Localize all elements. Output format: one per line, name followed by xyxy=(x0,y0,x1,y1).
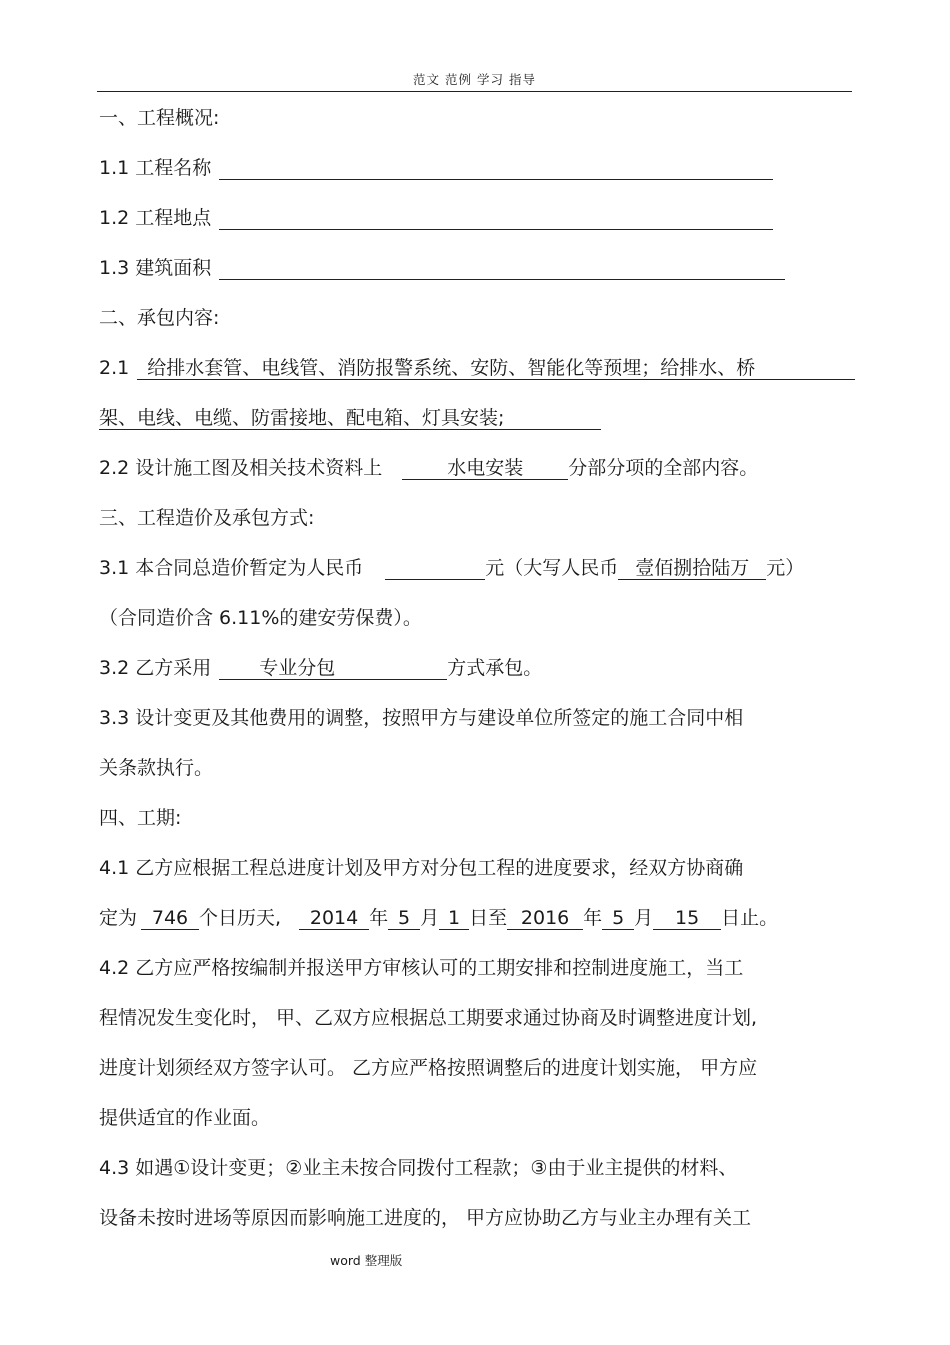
section-title-overview: 一、工程概况: xyxy=(99,107,220,129)
price-item-3-1-note: （合同造价含 6.11%的建安劳保费）。 xyxy=(99,607,422,629)
schedule-item-4-2-line4: 提供适宜的作业面。 xyxy=(99,1107,271,1129)
section-title-scope: 二、承包内容: xyxy=(99,307,220,329)
blank-line xyxy=(219,157,773,180)
field-building-area xyxy=(99,256,785,280)
field-label: 1.1 工程名称 xyxy=(99,157,212,179)
field-label: 1.2 工程地点 xyxy=(99,207,212,229)
price-item-3-3-line2: 关条款执行。 xyxy=(99,757,214,779)
fill-start-day: 1 xyxy=(439,907,469,930)
scope-item-2-2: 2.2 设计施工图及相关技术资料上 水电安装 分部分项的全部内容。 xyxy=(99,457,759,479)
schedule-item-4-3-line1: 4.3 如遇①设计变更；②业主未按合同拨付工程款；③由于业主提供的材料、 xyxy=(99,1157,738,1179)
fill-days: 746 xyxy=(141,907,199,930)
blank-line xyxy=(219,207,773,230)
page-footer: word 整理版 xyxy=(330,1253,403,1268)
scope-text-line1: 给排水套管、电线管、消防报警系统、安防、智能化等预埋；给排水、桥 xyxy=(137,357,855,380)
blank-line xyxy=(219,257,785,280)
schedule-item-4-2-line2: 程情况发生变化时， 甲、乙双方应根据总工期要求通过协商及时调整进度计划, xyxy=(99,1007,758,1029)
fill-contract-method: 专业分包 xyxy=(219,657,447,680)
fill-start-month: 5 xyxy=(388,907,420,930)
fill-end-month: 5 xyxy=(602,907,634,930)
field-label: 1.3 建筑面积 xyxy=(99,257,212,279)
fill-end-year: 2016 xyxy=(507,907,583,930)
price-item-3-1: 3.1 本合同总造价暂定为人民币 元（大写人民币 壹佰捌拾陆万 元） xyxy=(99,557,805,579)
field-project-name xyxy=(99,156,773,180)
price-item-3-3-line1: 3.3 设计变更及其他费用的调整，按照甲方与建设单位所签定的施工合同中相 xyxy=(99,707,744,729)
field-project-location xyxy=(99,206,773,230)
price-item-3-2: 3.2 乙方采用 专业分包 方式承包。 xyxy=(99,657,543,679)
fill-total-price xyxy=(385,557,485,580)
header-rule xyxy=(97,91,852,92)
scope-item-2-1: 2.1 给排水套管、电线管、消防报警系统、安防、智能化等预埋；给排水、桥 xyxy=(99,356,855,380)
schedule-item-4-3-line2: 设备未按时进场等原因而影响施工进度的， 甲方应协助乙方与业主办理有关工 xyxy=(99,1207,752,1229)
section-title-price: 三、工程造价及承包方式: xyxy=(99,507,315,529)
scope-item-2-1-cont xyxy=(99,406,601,430)
scope-text-line2: 架、电线、电缆、防雷接地、配电箱、灯具安装; xyxy=(99,407,601,430)
fill-scope-type: 水电安装 xyxy=(402,457,568,480)
schedule-item-4-2-line3: 进度计划须经双方签字认可。 乙方应严格按照调整后的进度计划实施， 甲方应 xyxy=(99,1057,758,1079)
schedule-item-4-1-line2: 定为 746 个日历天, 2014 年 5 月 1 日至 2016 年 5 月 15 日止。 xyxy=(99,907,779,929)
fill-start-year: 2014 xyxy=(299,907,369,930)
fill-price-uppercase: 壹佰捌拾陆万 xyxy=(618,557,766,580)
section-title-schedule: 四、工期: xyxy=(99,807,182,829)
page-header: 范文 范例 学习 指导 xyxy=(413,72,536,87)
schedule-item-4-1-line1: 4.1 乙方应根据工程总进度计划及甲方对分包工程的进度要求，经双方协商确 xyxy=(99,857,744,879)
fill-end-day: 15 xyxy=(653,907,721,930)
schedule-item-4-2-line1: 4.2 乙方应严格按编制并报送甲方审核认可的工期安排和控制进度施工，当工 xyxy=(99,957,744,979)
